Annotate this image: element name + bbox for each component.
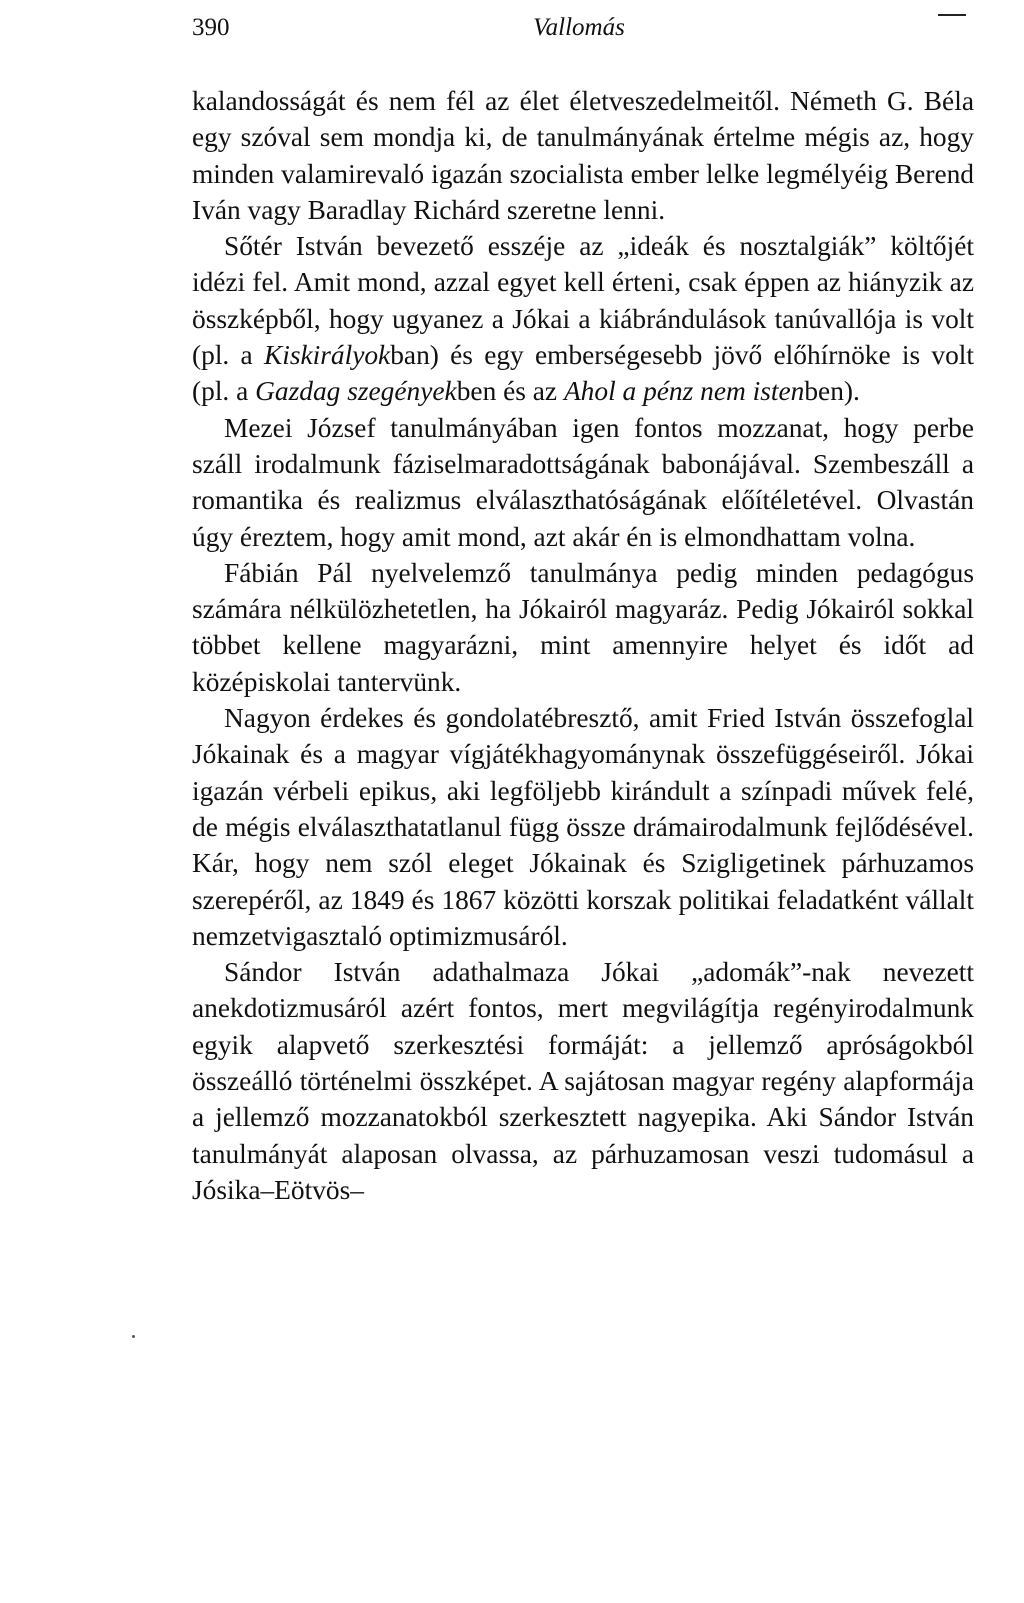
- running-title: Vallomás: [533, 14, 625, 41]
- page-header: [192, 14, 966, 50]
- paragraph: [192, 410, 974, 555]
- paragraph: [192, 228, 974, 409]
- body-text: [192, 83, 974, 1208]
- text-run: Sándor István adathalmaza Jókai „adomák”-nak nevezett anekdotizmusáról azért fontos, mert megvilágítja regényirodalmunk egyik alapvető szerkesztési formáját: a jellemző apróságokból összeálló történelmi összképet. A sajátosan magyar regény alapformája a jellemző mozzanatokból szerkesztett nagyepika. Aki Sándor István tanulmányát alaposan olvassa, az párhuzamosan veszi tudomásul a Jósika–Eötvös–: [192, 957, 974, 1205]
- margin-speck: [132, 1335, 135, 1338]
- text-run: Sőtér István bevezető esszéje az „ideák és nosztalgiák” költőjét idézi fel. Amit mond, azzal egyet kell érteni, csak éppen az hiányzik az összképből, hogy ugyanez a Jókai a kiábrándulások tanúvallója is volt (pl. a: [192, 231, 974, 371]
- text-run: Mezei József tanulmányában igen fontos mozzanat, hogy perbe száll irodalmunk fáziselmaradottságának babonájával. Szembeszáll a romantika és realizmus elválaszthatóságának előítéletével. Olvastán úgy éreztem, hogy amit mond, azt akár én is elmondhattam volna.: [192, 412, 974, 552]
- italic-title: Ahol a pénz nem isten: [563, 376, 805, 407]
- italic-title: Kiskirályok: [263, 340, 391, 371]
- text-run: ben és az: [456, 376, 564, 407]
- paragraph: [192, 83, 974, 228]
- italic-title: Gazdag szegények: [255, 376, 457, 407]
- paragraph: [192, 954, 974, 1208]
- page-number: 390: [192, 14, 230, 41]
- text-run: ban) és egy emberségesebb jövő előhírnöke is volt (pl. a: [192, 340, 974, 407]
- text-run: kalandosságát és nem fél az élet életveszedelmeitől. Németh G. Béla egy szóval sem mondja ki, de tanulmányának értelme mégis az, hogy minden valamirevaló igazán szocialista ember lelke legmélyéig Berend Iván vagy Baradlay Richárd szeretne lenni.: [192, 86, 974, 225]
- paragraph: [192, 555, 974, 700]
- corner-rule: [938, 14, 966, 16]
- text-run: Fábián Pál nyelvelemző tanulmánya pedig minden pedagógus számára nélkülözhetetlen, ha Jókairól magyaráz. Pedig Jókairól sokkal többet kellene magyarázni, mint amennyire helyet és időt ad középiskolai tantervünk.: [192, 557, 974, 697]
- text-run: ben).: [804, 376, 860, 407]
- paragraph: [192, 700, 974, 954]
- text-run: Nagyon érdekes és gondolatébresztő, amit Fried István összefoglal Jókainak és a magyar vígjátékhagyománynak összefüggéseiről. Jókai igazán vérbeli epikus, aki legföljebb kirándult a színpadi művek felé, de mégis elválaszthatatlanul függ össze drámairodalmunk fejlődésével. Kár, hogy nem szól eleget Jókainak és Szigligetinek párhuzamos szerepéről, az 1849 és 1867 közötti korszak politikai feladatként vállalt nemzetvigasztaló optimizmusáról.: [192, 703, 974, 951]
